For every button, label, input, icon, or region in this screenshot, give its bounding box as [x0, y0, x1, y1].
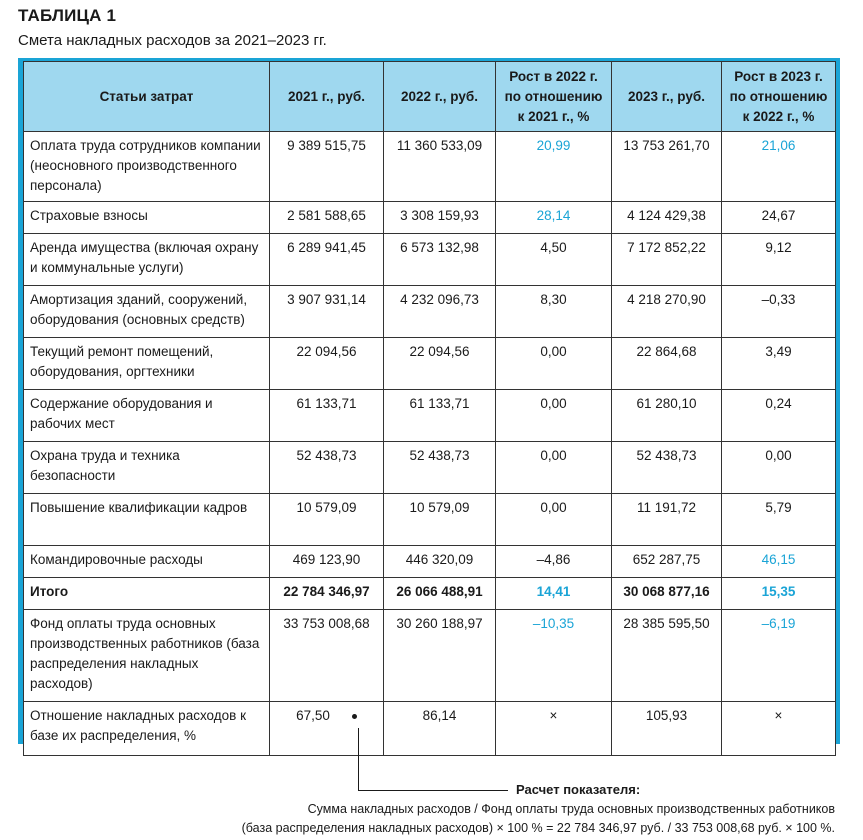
value-2022: 11 360 533,09 [384, 132, 496, 202]
value-2022: 52 438,73 [384, 442, 496, 494]
growth-2022: 0,00 [496, 494, 612, 546]
growth-2022: 0,00 [496, 338, 612, 390]
value-2021: 52 438,73 [270, 442, 384, 494]
growth-2023: × [722, 702, 836, 756]
table-row [24, 390, 836, 442]
row-name: Оплата труда сотрудников компании (неосновного производственного персонала) [24, 132, 270, 202]
value-2023: 28 385 595,50 [612, 610, 722, 702]
header-cost-items: Статьи затрат [24, 62, 270, 132]
table-row [24, 494, 836, 546]
value-2022: 22 094,56 [384, 338, 496, 390]
table-row [24, 338, 836, 390]
table-row [24, 442, 836, 494]
growth-2022: –10,35 [496, 610, 612, 702]
table-row [24, 132, 836, 202]
growth-2022: –4,86 [496, 546, 612, 578]
row-name: Содержание оборудования и рабочих мест [24, 390, 270, 442]
callout-line-vertical [358, 728, 359, 790]
row-name: Страховые взносы [24, 202, 270, 234]
row-name: Амортизация зданий, сооружений, оборудования (основных средств) [24, 286, 270, 338]
value-2022: 3 308 159,93 [384, 202, 496, 234]
growth-2023: 46,15 [722, 546, 836, 578]
value-2021: 22 784 346,97 [270, 578, 384, 610]
value-2021: 9 389 515,75 [270, 132, 384, 202]
growth-2022: 0,00 [496, 442, 612, 494]
growth-2023: –6,19 [722, 610, 836, 702]
row-name: Повышение квалификации кадров [24, 494, 270, 546]
calc-title: Расчет показателя: [516, 782, 641, 797]
value-2022: 61 133,71 [384, 390, 496, 442]
value-2021: 6 289 941,45 [270, 234, 384, 286]
growth-2023: 21,06 [722, 132, 836, 202]
value-2022: 26 066 488,91 [384, 578, 496, 610]
growth-2022: 0,00 [496, 390, 612, 442]
row-name: Текущий ремонт помещений, оборудования, оргтехники [24, 338, 270, 390]
value-2023: 61 280,10 [612, 390, 722, 442]
row-name: Охрана труда и техника безопасности [24, 442, 270, 494]
row-name: Фонд оплаты труда основных производственных работников (база распределения накладных расходов) [24, 610, 270, 702]
table-row [24, 610, 836, 702]
value-2021-cell [270, 702, 384, 756]
growth-2022: 28,14 [496, 202, 612, 234]
value-2021: 3 907 931,14 [270, 286, 384, 338]
value-2021: 33 753 008,68 [270, 610, 384, 702]
table-header-row [24, 62, 836, 132]
table-row [24, 286, 836, 338]
value-2021: 61 133,71 [270, 390, 384, 442]
value-2023: 4 218 270,90 [612, 286, 722, 338]
table-subtitle: Смета накладных расходов за 2021–2023 гг. [18, 32, 327, 49]
calc-formula-line-2: (база распределения накладных расходов) × 100 % = 22 784 346,97 руб. / 33 753 008,68 руб. × 100 %. [241, 821, 835, 835]
table-row [24, 202, 836, 234]
value-2021: 469 123,90 [270, 546, 384, 578]
header-growth-2022: Рост в 2022 г. по отношению к 2021 г., % [496, 62, 612, 132]
growth-2023: –0,33 [722, 286, 836, 338]
value-2021: 2 581 588,65 [270, 202, 384, 234]
value-2023: 7 172 852,22 [612, 234, 722, 286]
growth-2023: 24,67 [722, 202, 836, 234]
callout-line-horizontal [358, 790, 508, 791]
value-2023: 13 753 261,70 [612, 132, 722, 202]
value-2023: 4 124 429,38 [612, 202, 722, 234]
value-2023: 52 438,73 [612, 442, 722, 494]
growth-2022: 20,99 [496, 132, 612, 202]
value-2022: 446 320,09 [384, 546, 496, 578]
total-row [24, 578, 836, 610]
table-frame [18, 58, 840, 744]
growth-2023: 15,35 [722, 578, 836, 610]
table-title: ТАБЛИЦА 1 [18, 6, 117, 25]
growth-2023: 3,49 [722, 338, 836, 390]
value-2023: 105,93 [612, 702, 722, 756]
header-2022: 2022 г., руб. [384, 62, 496, 132]
table-row [24, 234, 836, 286]
table-row [24, 546, 836, 578]
growth-2023: 5,79 [722, 494, 836, 546]
value-2021: 67,50 [296, 708, 330, 723]
value-2022: 4 232 096,73 [384, 286, 496, 338]
value-2022: 86,14 [384, 702, 496, 756]
value-2023: 652 287,75 [612, 546, 722, 578]
value-2023: 22 864,68 [612, 338, 722, 390]
value-2021: 22 094,56 [270, 338, 384, 390]
value-2021: 10 579,09 [270, 494, 384, 546]
value-2023: 30 068 877,16 [612, 578, 722, 610]
growth-2023: 9,12 [722, 234, 836, 286]
table-row [24, 702, 836, 756]
row-name: Итого [24, 578, 270, 610]
growth-2022: × [496, 702, 612, 756]
header-2023: 2023 г., руб. [612, 62, 722, 132]
growth-2022: 14,41 [496, 578, 612, 610]
row-name: Аренда имущества (включая охрану и коммунальные услуги) [24, 234, 270, 286]
value-2022: 30 260 188,97 [384, 610, 496, 702]
expense-table [23, 61, 836, 756]
row-name: Командировочные расходы [24, 546, 270, 578]
header-2021: 2021 г., руб. [270, 62, 384, 132]
growth-2022: 8,30 [496, 286, 612, 338]
calc-formula-line-1: Сумма накладных расходов / Фонд оплаты труда основных производственных работников [307, 802, 835, 816]
value-2022: 10 579,09 [384, 494, 496, 546]
callout-dot [352, 714, 357, 719]
growth-2023: 0,00 [722, 442, 836, 494]
value-2023: 11 191,72 [612, 494, 722, 546]
header-growth-2023: Рост в 2023 г. по отношению к 2022 г., % [722, 62, 836, 132]
row-name: Отношение накладных расходов к базе их распределения, % [24, 702, 270, 756]
growth-2023: 0,24 [722, 390, 836, 442]
growth-2022: 4,50 [496, 234, 612, 286]
value-2022: 6 573 132,98 [384, 234, 496, 286]
